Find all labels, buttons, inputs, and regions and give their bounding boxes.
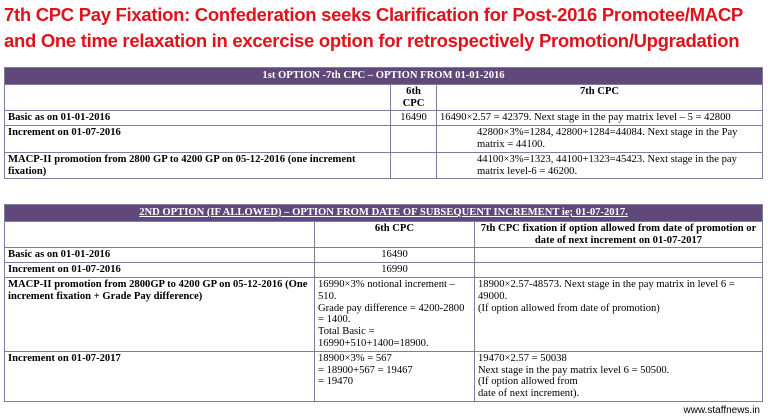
- option1-header-7th: 7th CPC: [437, 84, 763, 111]
- table-row: [5, 111, 763, 126]
- option2-header-7th: 7th CPC fixation if option allowed from date of promotion or date of next increment on 01-07-2017: [475, 221, 763, 248]
- table-row: [5, 248, 763, 263]
- table-row: [5, 126, 763, 153]
- table-row: [5, 277, 763, 351]
- row-label: Increment on 01-07-2016: [5, 126, 391, 153]
- row-7th-line: 19470×2.57 = 50038: [478, 352, 567, 364]
- option1-header-6th: 6th CPC: [391, 84, 437, 111]
- row-6th-value: [391, 152, 437, 179]
- row-label: Increment on 01-07-2016: [5, 263, 315, 278]
- row-7th-value: 16490×2.57 = 42379. Next stage in the pay matrix level – 5 = 42800: [437, 111, 763, 126]
- row-7th-value: [475, 263, 763, 278]
- row-7th-line: (If option allowed from: [478, 376, 578, 388]
- row-7th-line: 18900×2.57-48573. Next stage in the pay matrix in level 6 = 49000.: [478, 278, 735, 302]
- row-6th-value: 16490: [391, 111, 437, 126]
- row-7th-line: (If option allowed from date of promotion): [478, 302, 660, 314]
- option1-table: [4, 67, 763, 179]
- table-row: [5, 351, 763, 401]
- row-7th-value: 42800×3%=1284, 42800+1284=44084. Next stage in the Pay matrix = 44100.: [437, 126, 763, 153]
- page-title: 7th CPC Pay Fixation: Confederation seeks Clarification for Post-2016 Promotee/MACP and One time relaxation in excercise option for retrospectively Promotion/Upgradation: [4, 4, 743, 51]
- row-7th-value: [475, 248, 763, 263]
- watermark: www.staffnews.in: [683, 405, 760, 416]
- row-label: Basic as on 01-01-2016: [5, 248, 315, 263]
- row-6th-value: [391, 126, 437, 153]
- row-7th-line: Next stage in the pay matrix level 6 = 50500.: [478, 364, 670, 376]
- row-6th-line: Total Basic = 16990+510+1400=18900.: [318, 326, 429, 349]
- row-6th-value: [315, 351, 475, 401]
- table-row: [5, 263, 763, 278]
- row-6th-line: = 19470: [318, 376, 354, 388]
- row-label: MACP-II promotion from 2800 GP to 4200 GP on 05-12-2016 (one increment fixation): [5, 152, 391, 179]
- row-6th-line: Grade pay difference = 4200-2800 = 1400.: [318, 302, 465, 326]
- table-row: [5, 152, 763, 179]
- row-6th-value: [315, 277, 475, 351]
- row-7th-value: 44100×3%=1323, 44100+1323=45423. Next stage in the pay matrix level-6 = 46200.: [437, 152, 763, 179]
- row-label: Increment on 01-07-2017: [5, 351, 315, 401]
- option2-banner: 2ND OPTION (IF ALLOWED) – OPTION FROM DATE OF SUBSEQUENT INCREMENT ie; 01-07-2017.: [5, 205, 763, 222]
- row-label: Basic as on 01-01-2016: [5, 111, 391, 126]
- row-6th-line: 18900×3% = 567: [318, 352, 392, 364]
- option1-banner: 1st OPTION -7th CPC – OPTION FROM 01-01-2016: [5, 68, 763, 85]
- row-7th-value: [475, 351, 763, 401]
- row-label: MACP-II promotion from 2800GP to 4200 GP on 05-12-2016 (One increment fixation + Grade Pay difference): [5, 277, 315, 351]
- option2-header-6th: 6th CPC: [315, 221, 475, 248]
- row-6th-value: 16490: [315, 248, 475, 263]
- row-6th-line: 16990×3% notional increment – 510.: [318, 278, 455, 302]
- option1-header-blank: [5, 84, 391, 111]
- row-6th-line: = 18900+567 = 19467: [318, 364, 413, 376]
- row-7th-line: date of next increment).: [478, 388, 580, 400]
- row-6th-value: 16990: [315, 263, 475, 278]
- row-7th-value: [475, 277, 763, 351]
- option2-header-blank: [5, 221, 315, 248]
- option2-table: [4, 204, 763, 402]
